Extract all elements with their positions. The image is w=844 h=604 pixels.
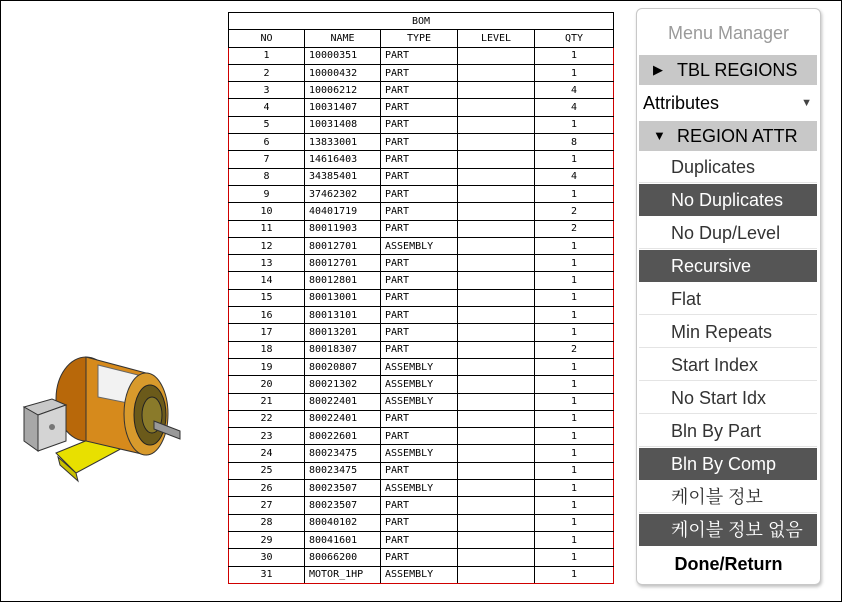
table-row[interactable]: [229, 185, 614, 202]
bom-title: BOM: [229, 13, 614, 30]
row-name: 80020807: [305, 358, 381, 375]
row-name: 80023507: [305, 497, 381, 514]
row-name: 34385401: [305, 168, 381, 185]
row-type: PART: [381, 531, 458, 548]
row-qty: 1: [535, 272, 614, 289]
row-no: 16: [229, 307, 305, 324]
table-row[interactable]: [229, 566, 614, 583]
row-qty: 2: [535, 220, 614, 237]
row-no: 28: [229, 514, 305, 531]
col-header-type: TYPE: [381, 30, 458, 47]
menu-item[interactable]: No Dup/Level: [639, 217, 817, 249]
row-level: [458, 549, 535, 566]
row-name: 40401719: [305, 203, 381, 220]
row-qty: 1: [535, 514, 614, 531]
caret-right-icon: ▶: [653, 62, 663, 77]
row-qty: 1: [535, 428, 614, 445]
row-name: 80013201: [305, 324, 381, 341]
row-no: 13: [229, 255, 305, 272]
row-type: PART: [381, 255, 458, 272]
row-no: 31: [229, 566, 305, 583]
row-name: 80023475: [305, 445, 381, 462]
row-no: 17: [229, 324, 305, 341]
row-no: 3: [229, 82, 305, 99]
bom-region[interactable]: [229, 47, 614, 583]
menu-item[interactable]: No Duplicates: [639, 184, 817, 216]
row-name: 10031408: [305, 116, 381, 133]
row-no: 30: [229, 549, 305, 566]
row-type: PART: [381, 341, 458, 358]
row-type: PART: [381, 428, 458, 445]
row-qty: 1: [535, 116, 614, 133]
row-qty: 2: [535, 203, 614, 220]
row-qty: 1: [535, 324, 614, 341]
row-name: 80022401: [305, 393, 381, 410]
row-level: [458, 289, 535, 306]
row-type: PART: [381, 99, 458, 116]
row-name: 80022401: [305, 410, 381, 427]
row-qty: 1: [535, 566, 614, 583]
row-type: PART: [381, 324, 458, 341]
row-qty: 8: [535, 134, 614, 151]
row-level: [458, 47, 535, 64]
row-no: 4: [229, 99, 305, 116]
table-row[interactable]: [229, 64, 614, 81]
col-header-name: NAME: [305, 30, 381, 47]
row-no: 22: [229, 410, 305, 427]
table-row[interactable]: [229, 480, 614, 497]
row-type: PART: [381, 410, 458, 427]
row-type: PART: [381, 514, 458, 531]
row-no: 8: [229, 168, 305, 185]
row-no: 12: [229, 237, 305, 254]
row-qty: 1: [535, 410, 614, 427]
row-no: 14: [229, 272, 305, 289]
row-level: [458, 566, 535, 583]
tbl-regions-section[interactable]: [639, 55, 817, 85]
row-type: PART: [381, 307, 458, 324]
row-level: [458, 82, 535, 99]
row-name: 80041601: [305, 531, 381, 548]
row-type: ASSEMBLY: [381, 566, 458, 583]
row-no: 10: [229, 203, 305, 220]
attributes-label: Attributes: [643, 93, 720, 113]
row-name: 80023475: [305, 462, 381, 479]
row-qty: 1: [535, 358, 614, 375]
row-no: 24: [229, 445, 305, 462]
row-name: 14616403: [305, 151, 381, 168]
row-name: 80021302: [305, 376, 381, 393]
done-return-button[interactable]: Done/Return: [674, 554, 783, 574]
row-name: 80018307: [305, 341, 381, 358]
row-no: 23: [229, 428, 305, 445]
row-level: [458, 307, 535, 324]
row-name: 10000432: [305, 64, 381, 81]
table-row[interactable]: [229, 497, 614, 514]
row-qty: 4: [535, 168, 614, 185]
row-qty: 1: [535, 64, 614, 81]
menu-title: Menu Manager: [667, 23, 790, 43]
col-header-level: LEVEL: [458, 30, 535, 47]
table-row[interactable]: [229, 116, 614, 133]
row-name: 13833001: [305, 134, 381, 151]
table-row[interactable]: [229, 324, 614, 341]
row-no: 21: [229, 393, 305, 410]
row-level: [458, 185, 535, 202]
row-name: 80011903: [305, 220, 381, 237]
menu-item[interactable]: Flat: [639, 283, 817, 315]
row-level: [458, 134, 535, 151]
menu-item[interactable]: Duplicates: [639, 151, 817, 183]
row-no: 25: [229, 462, 305, 479]
row-qty: 1: [535, 376, 614, 393]
row-type: PART: [381, 289, 458, 306]
row-level: [458, 116, 535, 133]
menu-item[interactable]: Bln By Part: [639, 415, 817, 447]
row-type: ASSEMBLY: [381, 480, 458, 497]
row-name: 80023507: [305, 480, 381, 497]
row-level: [458, 358, 535, 375]
row-no: 9: [229, 185, 305, 202]
region-attr-items: [637, 151, 820, 546]
col-header-qty: QTY: [535, 30, 614, 47]
row-level: [458, 514, 535, 531]
caret-down-icon: ▼: [653, 128, 666, 143]
row-level: [458, 462, 535, 479]
table-row[interactable]: [229, 549, 614, 566]
row-no: 26: [229, 480, 305, 497]
row-no: 20: [229, 376, 305, 393]
col-header-no: NO: [229, 30, 305, 47]
row-level: [458, 99, 535, 116]
menu-item[interactable]: Start Index: [639, 349, 817, 381]
table-row[interactable]: [229, 82, 614, 99]
row-qty: 1: [535, 151, 614, 168]
row-type: ASSEMBLY: [381, 358, 458, 375]
table-row[interactable]: [229, 255, 614, 272]
table-row[interactable]: [229, 237, 614, 254]
table-row[interactable]: [229, 462, 614, 479]
table-row[interactable]: [229, 289, 614, 306]
row-level: [458, 237, 535, 254]
row-level: [458, 445, 535, 462]
row-type: ASSEMBLY: [381, 237, 458, 254]
table-row[interactable]: [229, 393, 614, 410]
row-no: 27: [229, 497, 305, 514]
table-row[interactable]: [229, 151, 614, 168]
table-row[interactable]: [229, 410, 614, 427]
menu-item[interactable]: 케이블 정보: [639, 481, 817, 513]
row-type: PART: [381, 462, 458, 479]
row-no: 2: [229, 64, 305, 81]
row-qty: 1: [535, 462, 614, 479]
row-level: [458, 341, 535, 358]
row-level: [458, 168, 535, 185]
row-type: ASSEMBLY: [381, 376, 458, 393]
table-row[interactable]: [229, 358, 614, 375]
row-no: 29: [229, 531, 305, 548]
row-no: 6: [229, 134, 305, 151]
row-name: 10006212: [305, 82, 381, 99]
row-name: 80012701: [305, 255, 381, 272]
row-no: 7: [229, 151, 305, 168]
row-type: PART: [381, 47, 458, 64]
menu-item[interactable]: Recursive: [639, 250, 817, 282]
row-type: PART: [381, 220, 458, 237]
row-type: PART: [381, 64, 458, 81]
table-row[interactable]: [229, 47, 614, 64]
row-level: [458, 272, 535, 289]
row-no: 11: [229, 220, 305, 237]
row-level: [458, 497, 535, 514]
row-type: PART: [381, 272, 458, 289]
tbl-regions-label: TBL REGIONS: [677, 60, 798, 80]
row-qty: 1: [535, 237, 614, 254]
menu-item[interactable]: No Start Idx: [639, 382, 817, 414]
row-name: 10000351: [305, 47, 381, 64]
row-type: PART: [381, 116, 458, 133]
row-no: 5: [229, 116, 305, 133]
table-row[interactable]: [229, 307, 614, 324]
row-level: [458, 64, 535, 81]
row-level: [458, 324, 535, 341]
row-type: PART: [381, 185, 458, 202]
row-qty: 1: [535, 531, 614, 548]
region-attr-label: REGION ATTR: [677, 126, 798, 146]
row-type: PART: [381, 497, 458, 514]
row-level: [458, 531, 535, 548]
table-row[interactable]: [229, 376, 614, 393]
row-name: 80066200: [305, 549, 381, 566]
region-attr-section[interactable]: [639, 121, 817, 151]
row-qty: 1: [535, 255, 614, 272]
attributes-dropdown[interactable]: [637, 85, 820, 121]
row-qty: 1: [535, 549, 614, 566]
row-level: [458, 480, 535, 497]
motor-model-image[interactable]: [18, 335, 188, 495]
row-type: PART: [381, 549, 458, 566]
row-qty: 1: [535, 497, 614, 514]
row-type: PART: [381, 168, 458, 185]
row-qty: 1: [535, 393, 614, 410]
row-name: 80012801: [305, 272, 381, 289]
row-type: ASSEMBLY: [381, 393, 458, 410]
row-name: 80013001: [305, 289, 381, 306]
table-row[interactable]: [229, 341, 614, 358]
row-qty: 1: [535, 445, 614, 462]
row-level: [458, 428, 535, 445]
row-name: 80012701: [305, 237, 381, 254]
row-no: 19: [229, 358, 305, 375]
row-name: 80013101: [305, 307, 381, 324]
row-name: 80040102: [305, 514, 381, 531]
table-row[interactable]: [229, 134, 614, 151]
row-qty: 1: [535, 47, 614, 64]
table-row[interactable]: [229, 272, 614, 289]
row-level: [458, 220, 535, 237]
row-level: [458, 255, 535, 272]
menu-manager: [636, 8, 821, 585]
row-level: [458, 410, 535, 427]
row-type: PART: [381, 82, 458, 99]
table-row[interactable]: [229, 531, 614, 548]
row-qty: 1: [535, 289, 614, 306]
row-name: 80022601: [305, 428, 381, 445]
menu-item[interactable]: 케이블 정보 없음: [639, 514, 817, 546]
menu-item[interactable]: Bln By Comp: [639, 448, 817, 480]
row-type: PART: [381, 203, 458, 220]
row-type: PART: [381, 151, 458, 168]
row-no: 1: [229, 47, 305, 64]
row-name: MOTOR_1HP: [305, 566, 381, 583]
table-row[interactable]: [229, 220, 614, 237]
row-no: 18: [229, 341, 305, 358]
row-name: 37462302: [305, 185, 381, 202]
chevron-down-icon: ▼: [801, 97, 812, 109]
row-level: [458, 376, 535, 393]
row-no: 15: [229, 289, 305, 306]
table-row[interactable]: [229, 168, 614, 185]
row-qty: 1: [535, 307, 614, 324]
table-row[interactable]: [229, 203, 614, 220]
row-name: 10031407: [305, 99, 381, 116]
row-qty: 1: [535, 480, 614, 497]
row-qty: 4: [535, 99, 614, 116]
menu-item[interactable]: Min Repeats: [639, 316, 817, 348]
row-type: ASSEMBLY: [381, 445, 458, 462]
table-row[interactable]: [229, 428, 614, 445]
bom-table: [228, 12, 614, 584]
row-qty: 2: [535, 341, 614, 358]
row-qty: 4: [535, 82, 614, 99]
row-level: [458, 203, 535, 220]
table-row[interactable]: [229, 99, 614, 116]
table-row[interactable]: [229, 514, 614, 531]
row-qty: 1: [535, 185, 614, 202]
row-type: PART: [381, 134, 458, 151]
table-row[interactable]: [229, 445, 614, 462]
row-level: [458, 393, 535, 410]
row-level: [458, 151, 535, 168]
